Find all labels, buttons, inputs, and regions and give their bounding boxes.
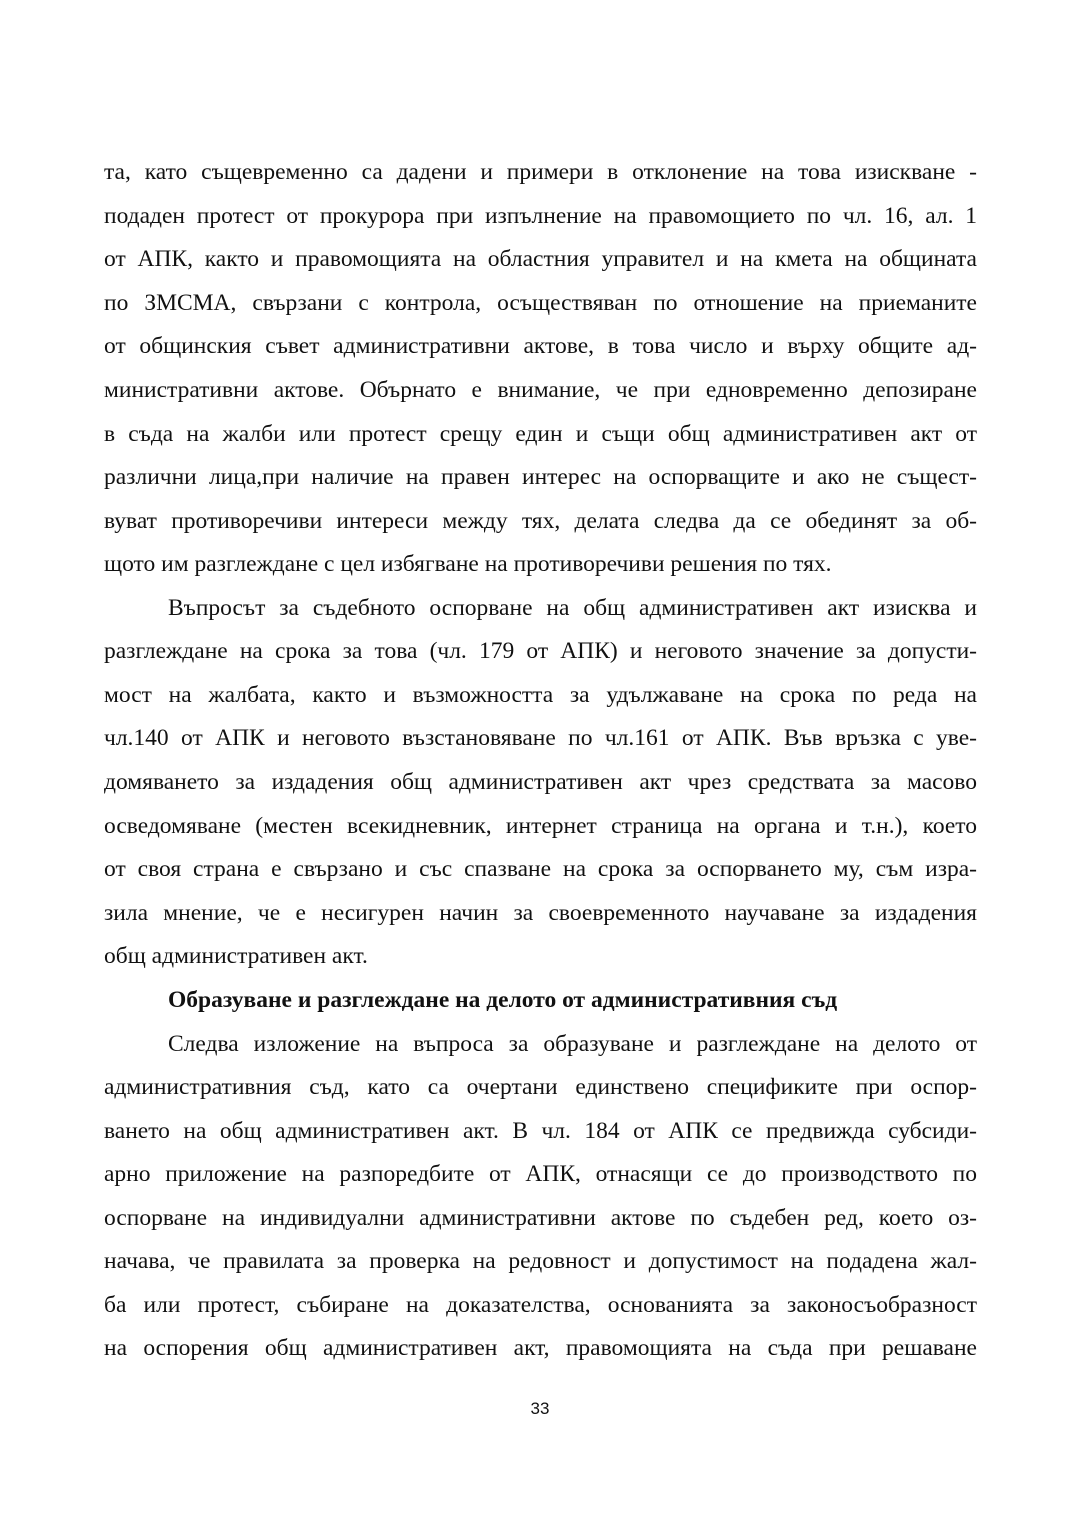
text-line: та, като същевременно са дадени и примери в отклонение на това изискване - xyxy=(104,159,977,185)
text-line: от общинския съвет административни актове, в това число и върху общите ад- xyxy=(104,333,977,359)
text-line: арно приложение на разпоредбите от АПК, отнасящи се до производството по xyxy=(104,1161,977,1187)
text-line: мост на жалбата, както и възможността за удължаване на срока по реда на xyxy=(104,682,977,708)
text-line: различни лица,при наличие на правен интерес на оспорващите и ако не същест- xyxy=(104,464,977,490)
text-line: осведомяване (местен всекидневник, интернет страница на органа и т.н.), което xyxy=(104,813,977,839)
text-line: от своя страна е свързано и със спазване на срока за оспорването му, съм изра- xyxy=(104,856,977,882)
text-line: общ административен акт. xyxy=(104,943,368,969)
text-line: зила мнение, че е несигурен начин за своевременното научаване за издадения xyxy=(104,900,977,926)
page-number: 33 xyxy=(530,1399,550,1418)
text-line: ба или протест, събиране на доказателства, основанията за законосъобразност xyxy=(104,1292,977,1318)
text-line: по ЗМСМА, свързани с контрола, осъществяван по отношение на приеманите xyxy=(104,290,977,316)
text-line: разглеждане на срока за това (чл. 179 от АПК) и неговото значение за допусти- xyxy=(104,638,977,664)
text-line: чл.140 от АПК и неговото възстановяване по чл.161 от АПК. Във връзка с уве- xyxy=(104,725,977,751)
text-line: домяването за издадения общ административен акт чрез средствата за масово xyxy=(104,769,977,795)
text-line: Въпросът за съдебното оспорване на общ административен акт изисква и xyxy=(168,595,977,621)
text-line: вуват противоречиви интереси между тях, делата следва да се обединят за об- xyxy=(104,508,977,534)
section-heading: Образуване и разглеждане на делото от административния съд xyxy=(168,987,838,1013)
text-line: на оспорения общ административен акт, правомощията на съда при решаване xyxy=(104,1335,977,1361)
text-line: начава, че правилата за проверка на редовност и допустимост на подадена жал- xyxy=(104,1248,977,1274)
text-line: подаден протест от прокурора при изпълнение на правомощието по чл. 16, ал. 1 xyxy=(104,203,977,229)
text-line: Следва изложение на въпроса за образуване и разглеждане на делото от xyxy=(168,1031,977,1057)
text-line: административния съд, като са очертани единствено спецификите при оспор- xyxy=(104,1074,977,1100)
text-line: щото им разглеждане с цел избягване на противоречиви решения по тях. xyxy=(104,551,832,577)
text-line: оспорване на индивидуални административни актове по съдебен ред, което оз- xyxy=(104,1205,977,1231)
text-line: в съда на жалби или протест срещу един и същи общ административен акт от xyxy=(104,421,977,447)
text-line: от АПК, както и правомощията на областния управител и на кмета на общината xyxy=(104,246,977,272)
text-line: министративни актове. Обърнато е внимание, че при едновременно депозиране xyxy=(104,377,977,403)
text-line: ването на общ административен акт. В чл. 184 от АПК се предвижда субсиди- xyxy=(104,1118,977,1144)
